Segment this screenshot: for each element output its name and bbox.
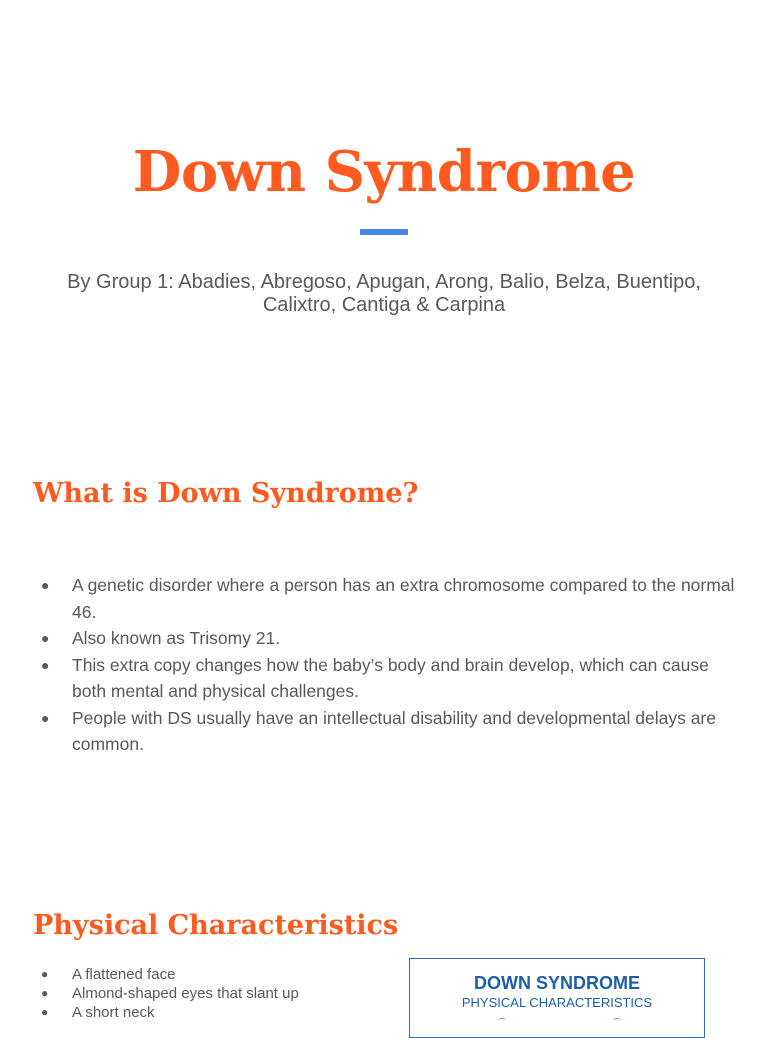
list-item	[40, 572, 740, 625]
bullet-text: A short neck	[72, 1004, 155, 1021]
list-item	[40, 625, 740, 652]
title-slide	[0, 0, 768, 420]
what-is-heading: What is Down Syndrome?	[33, 478, 419, 509]
bullet-text: Also known as Trisomy 21.	[72, 628, 281, 648]
bullet-icon: ●	[41, 630, 50, 646]
infographic-illustration-mark	[613, 1018, 621, 1024]
list-item	[40, 984, 380, 1003]
bullet-icon: ●	[41, 577, 50, 593]
bullet-text: This extra copy changes how the baby’s body and brain develop, which can cause both mental and physical challenges.	[72, 654, 709, 701]
what-is-bullet-list	[40, 572, 740, 758]
list-item	[40, 705, 740, 758]
list-item	[40, 1003, 380, 1022]
bullet-text: A genetic disorder where a person has an extra chromosome compared to the normal 46.	[72, 575, 735, 622]
title-divider	[360, 229, 408, 235]
list-item	[40, 652, 740, 705]
infographic-title: DOWN SYNDROME	[474, 973, 640, 993]
presentation-subtitle: By Group 1: Abadies, Abregoso, Apugan, Arong, Balio, Belza, Buentipo, Calixtro, Cantiga & Carpina	[67, 271, 701, 316]
bullet-text: Almond-shaped eyes that slant up	[72, 985, 299, 1002]
physical-characteristics-heading: Physical Characteristics	[33, 910, 399, 941]
infographic-subtitle: PHYSICAL CHARACTERISTICS	[461, 995, 653, 1010]
bullet-icon: ●	[41, 967, 49, 981]
bullet-text: People with DS usually have an intellectual disability and developmental delays are common.	[72, 707, 716, 754]
bullet-icon: ●	[41, 986, 49, 1000]
infographic-image	[409, 958, 705, 1038]
infographic-illustration-mark	[498, 1018, 506, 1024]
list-item	[40, 965, 380, 984]
bullet-text: A flattened face	[72, 966, 176, 983]
bullet-icon: ●	[41, 1005, 49, 1019]
presentation-title: Down Syndrome	[132, 139, 636, 205]
bullet-icon: ●	[41, 709, 50, 726]
physical-bullet-list	[40, 965, 380, 1022]
bullet-icon: ●	[41, 656, 50, 673]
